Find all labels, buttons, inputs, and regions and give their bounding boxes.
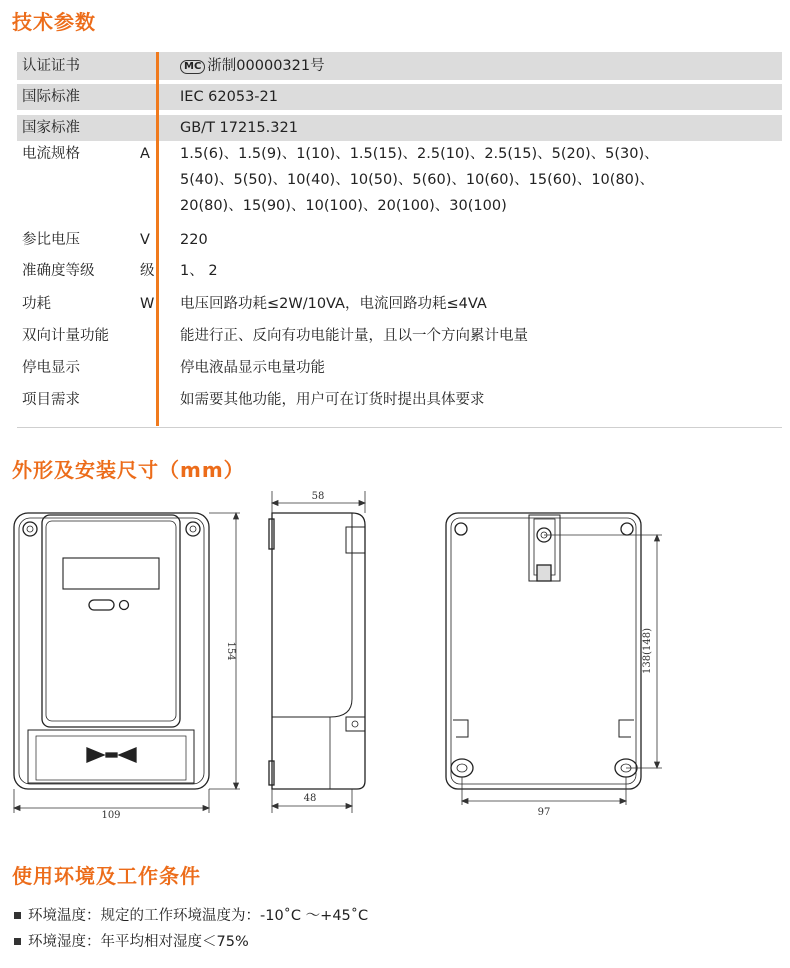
spec-label: 双向计量功能 (22, 328, 109, 344)
spec-value: 1、 2 (180, 263, 218, 279)
spec-value: 如需要其他功能，用户可在订货时提出具体要求 (180, 392, 485, 408)
side-depth-bottom-label: 48 (303, 793, 317, 804)
spec-value: 停电液晶显示电量功能 (180, 360, 325, 376)
section-title-environment: 使用环境及工作条件 (12, 864, 201, 888)
spec-label: 停电显示 (22, 360, 80, 376)
spec-row-bidirectional (17, 323, 782, 355)
spec-value: GB/T 17215.321 (180, 120, 298, 136)
back-width-label: 97 (537, 807, 551, 818)
environment-list (14, 904, 368, 956)
spec-value: MC 浙制00000321号 (180, 52, 778, 80)
back-view-drawing (446, 513, 641, 789)
front-width-label: 109 (101, 810, 121, 821)
side-depth-top-label: 58 (311, 491, 325, 502)
spec-row-intl-standard (17, 84, 782, 110)
spec-unit: 级 (140, 263, 155, 279)
spec-row-current (17, 141, 782, 219)
spec-unit: A (140, 146, 150, 162)
spec-unit: V (140, 232, 150, 248)
spec-row-accuracy (17, 258, 782, 291)
spec-table (17, 52, 782, 413)
section-title-dimensions: 外形及安装尺寸（mm） (12, 458, 245, 482)
spec-value: 220 (180, 232, 208, 248)
spec-row-requirements (17, 387, 782, 413)
spec-label: 参比电压 (22, 232, 80, 248)
spec-value: 能进行正、反向有功电能计量，且以一个方向累计电量 (180, 328, 528, 344)
side-view-drawing (269, 513, 365, 789)
spec-row-power (17, 291, 782, 323)
spec-row-outage-display (17, 355, 782, 387)
spec-row-voltage (17, 227, 782, 258)
spec-row-national-standard (17, 115, 782, 141)
spec-value: IEC 62053-21 (180, 89, 278, 105)
front-height-label: 154 (225, 641, 236, 661)
side-dimensions (272, 491, 365, 813)
spec-label: 国家标准 (22, 120, 80, 136)
list-item: 环境湿度：年平均相对湿度＜75% (14, 930, 368, 956)
spec-label: 认证证书 (22, 58, 80, 74)
spec-value: 电压回路功耗≤2W/10VA，电流回路功耗≤4VA (180, 296, 487, 312)
spec-label: 功耗 (22, 296, 51, 312)
spec-label: 准确度等级 (22, 263, 95, 279)
spec-row-cert (17, 52, 782, 80)
list-item: 环境温度：规定的工作环境温度为：-10˚C ～+45˚C (14, 904, 368, 930)
table-bottom-divider (17, 427, 782, 428)
dimension-drawings (0, 485, 790, 825)
spec-label: 项目需求 (22, 392, 80, 408)
back-height-label: 138(148) (642, 628, 653, 674)
spec-value: 1.5(6)、1.5(9)、1(10)、1.5(15)、2.5(10)、2.5(15)、5(20)、5(30)、 5(40)、5(50)、10(40)、10(50)、5(60)、10(60)、15(60)、10(80)、 20(80)、15(90)、10(100)、20(100)、30(100) (180, 146, 659, 214)
section-title-specs: 技术参数 (12, 10, 96, 34)
front-view-drawing (14, 513, 209, 789)
spec-label: 电流规格 (22, 146, 80, 162)
back-dimensions (462, 535, 662, 805)
spec-label: 国际标准 (22, 89, 80, 105)
column-separator (156, 52, 159, 426)
spec-unit: W (140, 296, 155, 312)
cert-logo-icon: MC (180, 60, 205, 74)
